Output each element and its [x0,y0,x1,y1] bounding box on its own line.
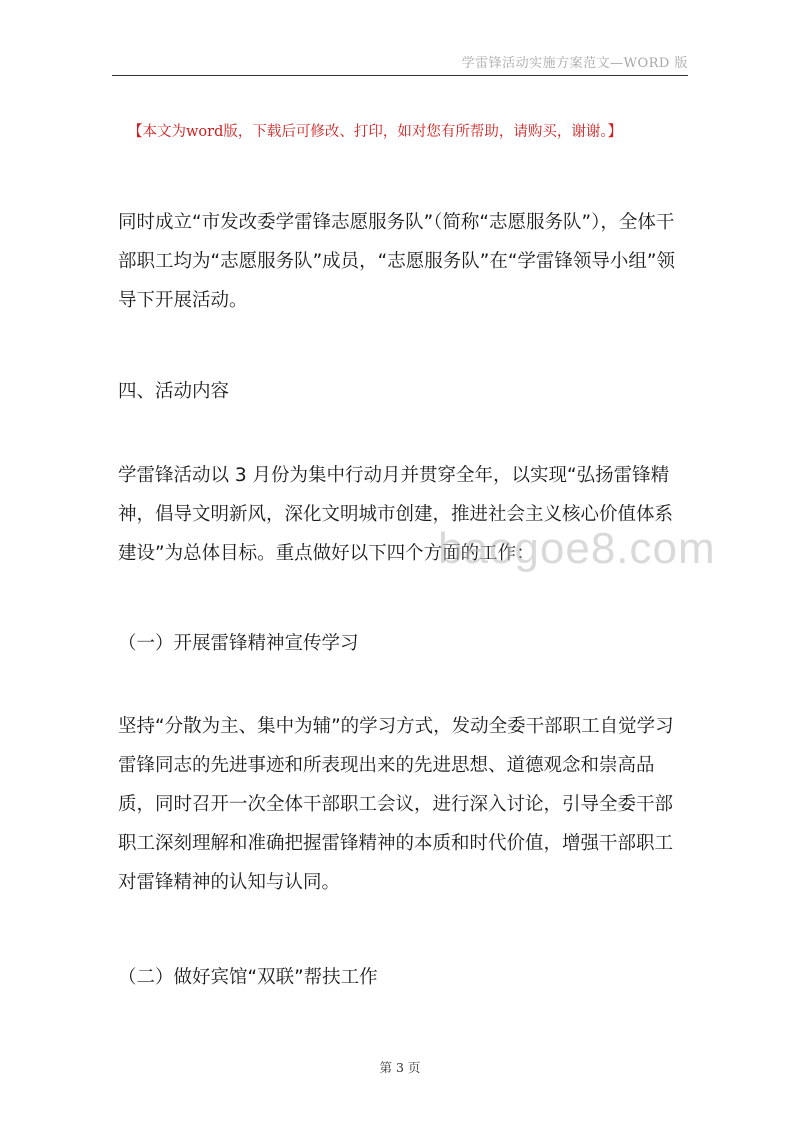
section-heading-activity-content: 四、活动内容 [118,381,230,402]
page-number: 第 3 页 [379,1060,421,1075]
subheading-hotel-support: （二）做好宾馆“双联”帮扶工作 [118,967,378,988]
paragraph-study-method: 坚持“分散为主、集中为辅”的学习方式，发动全委干部职工自觉学习雷锋同志的先进事迹和所表现出来的先进思想、道德观念和崇高品质，同时召开一次全体干部职工会议，进行深入讨论，引导全委干部职工深刻理解和准确把握雷锋精神的本质和时代价值，增强干部职工对雷锋精神的认知与认同。 [118,716,674,893]
watermark-text: baogoe8.com [438,524,716,573]
paragraph-activity-goal: 学雷锋活动以 3 月份为集中行动月并贯穿全年，以实现“弘扬雷锋精神，倡导文明新风，深化文明城市创建，推进社会主义核心价值体系建设”为总体目标。重点做好以下四个方面的工作： [118,465,674,564]
header-divider [112,75,688,76]
purchase-notice: 【本文为word版，下载后可修改、打印，如对您有所帮助，请购买，谢谢。】 [128,124,623,140]
subheading-promotion-study: （一）开展雷锋精神宣传学习 [118,633,359,654]
paragraph-volunteer-team: 同时成立“市发改委学雷锋志愿服务队”（简称“志愿服务队”），全体干部职工均为“志愿服务队”成员，“志愿服务队”在“学雷锋领导小组”领导下开展活动。 [118,212,676,311]
document-header-title: 学雷锋活动实施方案范文—WORD 版 [461,56,688,71]
